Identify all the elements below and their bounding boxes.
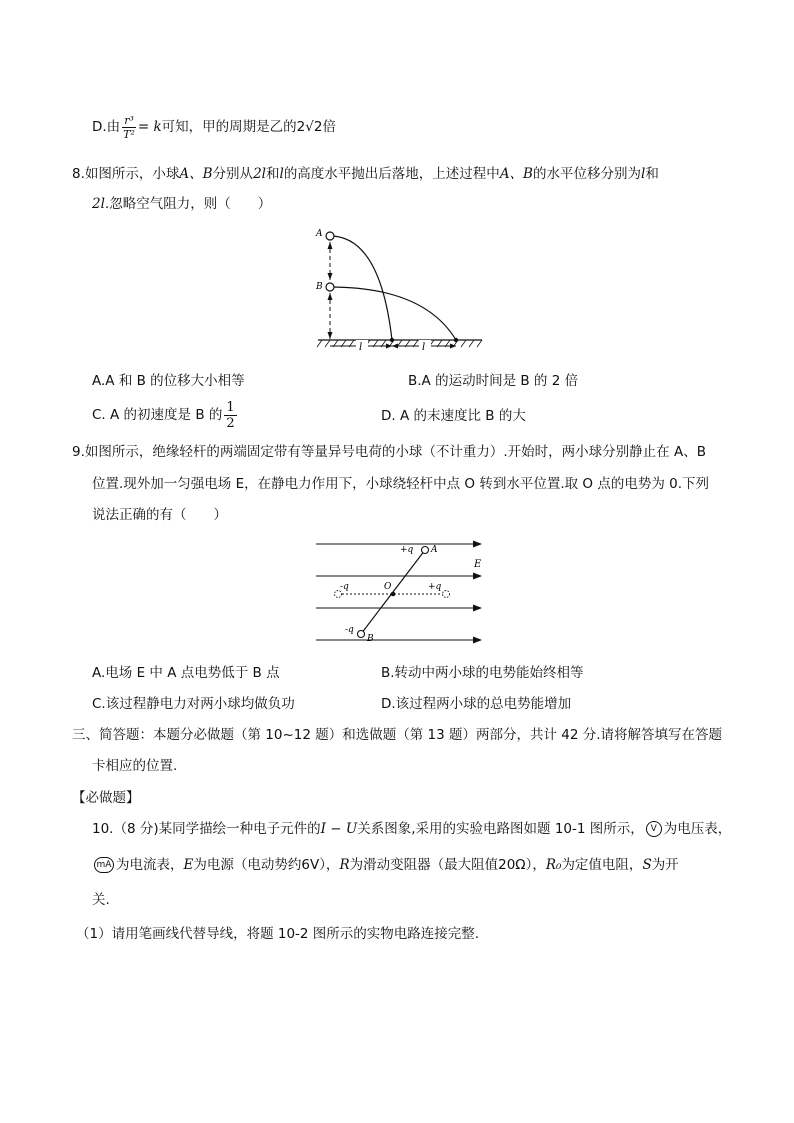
q9-option-a: A.电场 E 中 A 点电势低于 B 点 xyxy=(92,665,280,681)
landing-point-b xyxy=(454,338,458,342)
arrow-head xyxy=(392,344,398,349)
ball-b xyxy=(326,283,334,291)
text: 倍 xyxy=(322,119,336,135)
label-e: E xyxy=(474,559,482,570)
label-b: B xyxy=(316,282,323,292)
arrow-head xyxy=(328,332,333,339)
arrow-head xyxy=(328,273,333,280)
text: 为电源（电动势约 xyxy=(193,857,302,873)
field-arrow-heads xyxy=(473,541,482,644)
var: 2l xyxy=(92,196,105,212)
ball-a xyxy=(422,547,429,554)
text: 关系图象,采用的实验电路图如题 10-1 图所示， xyxy=(357,821,644,837)
label-a: A xyxy=(431,545,438,555)
q9-stem-line1: 9.如图所示，绝缘轻杆的两端固定带有等量异号电荷的小球（不计重力）.开始时，两小球分别静止在 A、B xyxy=(72,444,706,460)
q8-option-c xyxy=(92,399,239,431)
label-l1: l xyxy=(359,342,363,353)
trajectory-a xyxy=(330,236,392,340)
ball-a xyxy=(326,232,334,240)
text: 的水平位移分别为 xyxy=(532,166,641,182)
var: A、B xyxy=(499,166,533,182)
text: 为滑动变阻器（最大阻值 xyxy=(349,857,499,873)
q9-option-b: B.转动中两小球的电势能始终相等 xyxy=(381,665,584,681)
ammeter-icon: mA xyxy=(94,857,114,873)
var: I − U xyxy=(320,821,358,837)
text: 为开 xyxy=(651,857,679,873)
label-minus-q-left: -q xyxy=(340,582,349,592)
label-plus-q-right: +q xyxy=(428,582,442,592)
q8-option-b: B.A 的运动时间是 B 的 2 倍 xyxy=(408,373,579,389)
voltmeter-icon: V xyxy=(646,821,662,837)
text: .忽略空气阻力，则（ ） xyxy=(104,196,272,212)
section3-line2: 卡相应的位置. xyxy=(92,758,178,774)
var: E xyxy=(183,857,194,873)
text: C. A 的初速度是 B 的 xyxy=(92,407,223,423)
text: 为电压表， xyxy=(663,821,732,837)
q10-line3: 关. xyxy=(92,892,110,908)
equation: = k xyxy=(137,119,162,135)
label-minus-q-b: -q xyxy=(345,625,354,635)
q8-projectile-figure xyxy=(312,222,488,354)
value: 20Ω xyxy=(498,857,526,873)
q9-stem-line2: 位置.现外加一匀强电场 E，在静电力作用下，小球绕轻杆中点 O 转到水平位置.取 O 点的电势为 0.下列 xyxy=(92,476,709,492)
q7-option-d xyxy=(92,113,336,141)
text: ）， xyxy=(525,857,546,873)
text: 为电流表， xyxy=(116,857,184,873)
text: 8.如图所示，小球 xyxy=(72,166,180,182)
var: R₀ xyxy=(545,857,562,873)
q8-stem-line1 xyxy=(72,164,659,184)
sqrt: √2 xyxy=(305,119,323,135)
q8-option-d: D. A 的末速度比 B 的大 xyxy=(381,408,526,424)
trajectory-b xyxy=(330,287,456,340)
var: A、B xyxy=(179,166,213,182)
var: l xyxy=(279,166,284,182)
var: 2l xyxy=(253,166,266,182)
value: 6V xyxy=(301,857,320,873)
denominator: T² xyxy=(123,127,135,141)
q9-stem-line3: 说法正确的有（ ） xyxy=(92,507,227,523)
q10-line2 xyxy=(92,855,679,875)
fraction-r3-t2 xyxy=(122,114,136,141)
label-plus-q-a: +q xyxy=(400,545,414,555)
q8-stem-line2 xyxy=(92,194,271,214)
text: 可知，甲的周期是乙的2 xyxy=(161,119,306,135)
numerator: r³ xyxy=(124,113,134,127)
q9-option-c: C.该过程静电力对两小球均做负功 xyxy=(92,696,295,712)
q9-option-d: D.该过程两小球的总电势能增加 xyxy=(381,696,572,712)
ball-b xyxy=(358,631,365,638)
var: l xyxy=(640,166,646,182)
arrow-head xyxy=(328,293,333,300)
q10-line1 xyxy=(92,819,731,839)
label-l2: l xyxy=(422,342,426,353)
text: 和 xyxy=(645,166,659,182)
q8-option-a: A.A 和 B 的位移大小相等 xyxy=(92,373,245,389)
text: 为定值电阻， xyxy=(561,857,643,873)
text: 和 xyxy=(265,166,280,182)
fraction-half xyxy=(224,400,236,431)
section3-line1: 三、简答题：本题分必做题（第 10~12 题）和选做题（第 13 题）两部分，共计 42 分.请将解答填写在答题 xyxy=(72,727,723,743)
text: 分别从 xyxy=(212,166,254,182)
text: D.由 xyxy=(92,119,121,135)
q10-sub1: （1）请用笔画线代替导线，将题 10-2 图所示的实物电路连接完整. xyxy=(76,926,480,942)
arrow-head xyxy=(328,242,333,249)
label-b: B xyxy=(367,634,374,644)
pivot-o xyxy=(391,592,396,597)
text: ）， xyxy=(319,857,340,873)
var: S xyxy=(642,857,652,873)
text: 10.（8 分)某同学描绘一种电子元件的 xyxy=(92,821,321,837)
label-a: A xyxy=(316,229,323,239)
denominator: 2 xyxy=(226,415,235,431)
numerator: 1 xyxy=(226,399,235,415)
required-heading: 【必做题】 xyxy=(72,790,140,806)
label-o: O xyxy=(384,582,392,592)
ball-plus-horizontal xyxy=(443,591,450,598)
q9-electric-field-figure xyxy=(312,534,488,646)
landing-point-a xyxy=(390,338,394,342)
var: R xyxy=(339,857,350,873)
text: 的高度水平抛出后落地，上述过程中 xyxy=(283,166,500,182)
